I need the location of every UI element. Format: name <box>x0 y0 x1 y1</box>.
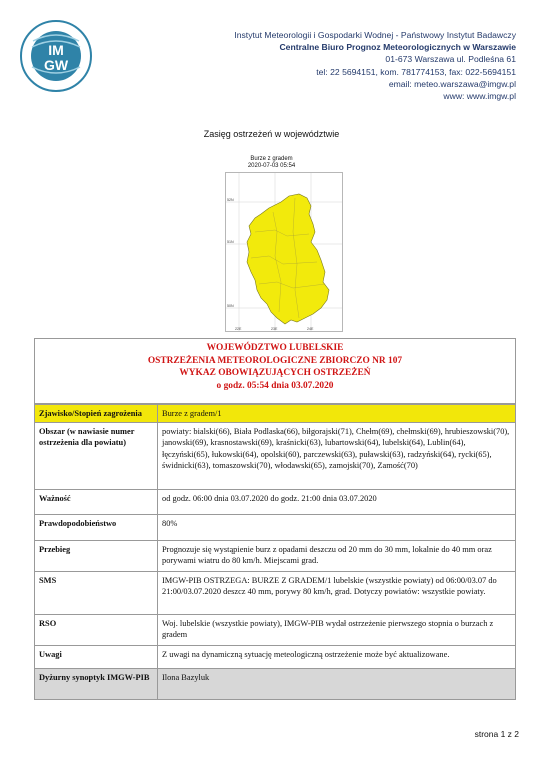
lon-label-23: 23E <box>271 327 278 331</box>
table-row-validity <box>35 490 516 515</box>
table-row-rso <box>35 614 516 645</box>
table-row-sms <box>35 571 516 614</box>
row-value: Woj. lubelskie (wszystkie powiaty), IMGW-PIB wydał ostrzeżenie pierwszego stopnia o burzach z gradem <box>158 614 516 645</box>
header-phone: tel: 22 5694151, kom. 781774153, fax: 022-5694151 <box>316 66 516 77</box>
row-label: Zjawisko/Stopień zagrożenia <box>35 405 158 423</box>
table-row-probability <box>35 515 516 540</box>
row-label: Ważność <box>35 490 158 515</box>
row-value: od godz. 06:00 dnia 03.07.2020 do godz. 21:00 dnia 03.07.2020 <box>158 490 516 515</box>
map-timestamp: 2020-07-03 05:54 <box>247 163 296 169</box>
table-row-course <box>35 540 516 571</box>
header-office-name: Centralne Biuro Prognoz Meteorologicznych w Warszawie <box>279 42 516 53</box>
row-label: SMS <box>35 571 158 614</box>
header-www: www: www.imgw.pl <box>443 91 516 102</box>
row-label: Przebieg <box>35 540 158 571</box>
warning-time: o godz. 05:54 dnia 03.07.2020 <box>216 380 334 391</box>
imgw-logo <box>19 19 93 93</box>
institute-header <box>234 29 516 102</box>
header-address: 01-673 Warszawa ul. Podleśna 61 <box>385 54 516 65</box>
logo-text-top: IM <box>48 42 64 58</box>
lat-label-50: 50N <box>227 304 234 308</box>
header-institute-name: Instytut Meteorologii i Gospodarki Wodnej - Państwowy Instytut Badawczy <box>234 30 516 40</box>
row-label: Dyżurny synoptyk IMGW-PIB <box>35 668 158 699</box>
table-row-area <box>35 423 516 490</box>
voivodeship-map <box>225 172 343 332</box>
warning-title-box <box>34 338 516 404</box>
table-row-remarks <box>35 645 516 668</box>
row-value: 80% <box>158 515 516 540</box>
row-label: RSO <box>35 614 158 645</box>
row-label: Uwagi <box>35 645 158 668</box>
row-value: powiaty: bialski(66), Biała Podlaska(66), biłgorajski(71), Chełm(69), chełmski(69), hrubieszowski(70), janowski(69), krasnostawski(69), kraśnicki(63), lubartowski(64), lubelski(64), Lublin(64), łęczyński(65), łukowski(64), opolski(60), parczewski(63), puławski(63), radzyński(64), rycki(65), świdnicki(63), tomaszowski(70), włodawski(65), zamojski(70), Zamość(70) <box>158 423 516 490</box>
warning-details-table <box>34 404 516 700</box>
row-value: Burze z gradem/1 <box>158 405 516 423</box>
logo-text-bottom: GW <box>43 57 69 73</box>
warning-list-title: WYKAZ OBOWIĄZUJĄCYCH OSTRZEŻEŃ <box>179 368 371 378</box>
row-label: Prawdopodobieństwo <box>35 515 158 540</box>
lat-label-51: 51N <box>227 240 234 244</box>
row-label: Obszar (w nawiasie numer ostrzeżenia dla powiatu) <box>35 423 158 490</box>
row-value: Prognozuje się wystąpienie burz z opadami deszczu od 20 mm do 30 mm, lokalnie do 40 mm oraz porywami wiatru do 80 km/h. Miejscami grad. <box>158 540 516 571</box>
row-value: Ilona Bazyluk <box>158 668 516 699</box>
lat-label-52: 52N <box>227 198 234 202</box>
table-row-forecaster <box>35 668 516 699</box>
row-value: IMGW-PIB OSTRZEGA: BURZE Z GRADEM/1 lubelskie (wszystkie powiaty) od 06:00/03.07 do 21:00/03.07.2020 deszcz 40 mm, porywy 80 km/h, grad. Dotyczy powiatów: wszystkie powiaty. <box>158 571 516 614</box>
lon-label-24: 24E <box>307 327 314 331</box>
map-subtitle: Burze z gradem <box>250 156 293 162</box>
page-number: strona 1 z 2 <box>474 729 519 739</box>
map-title: Zasięg ostrzeżeń w województwie <box>203 129 340 139</box>
warning-number: OSTRZEŻENIA METEOROLOGICZNE ZBIORCZO NR 107 <box>147 355 403 366</box>
table-row-phenomenon <box>35 405 516 423</box>
row-value: Z uwagi na dynamiczną sytuację meteologiczną ostrzeżenie może być aktualizowane. <box>158 645 516 668</box>
lon-label-22: 22E <box>235 327 242 331</box>
warning-region: WOJEWÓDZTWO LUBELSKIE <box>206 343 344 353</box>
header-email: email: meteo.warszawa@imgw.pl <box>388 78 516 89</box>
